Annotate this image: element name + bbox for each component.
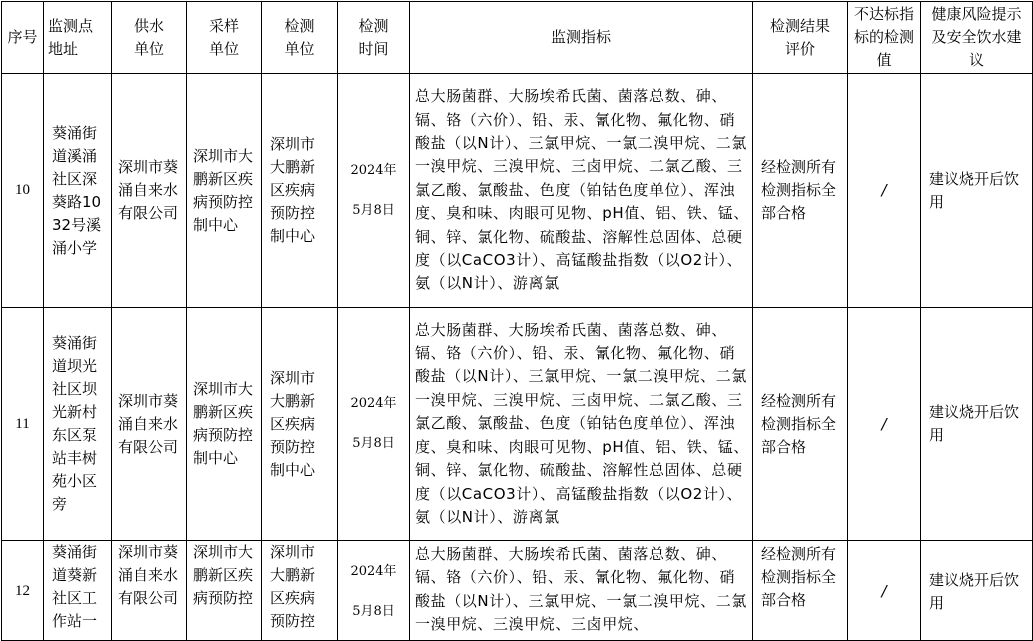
address-cell: 葵涌街道葵新社区工作站一 [44,541,112,641]
date-year: 2024年 [350,396,397,411]
row-number: 12 [2,541,44,641]
date-year: 2024年 [350,563,397,579]
result-cell: 经检测所有检测指标全部合格 [753,541,848,641]
indicators-cell: 总大肠菌群、大肠埃希氏菌、菌落总数、砷、镉、铬（六价）、铅、汞、氰化物、氟化物、硝酸盐（以N计）、三氯甲烷、一氯二溴甲烷、二氯一溴甲烷、三溴甲烷、三卤甲烷、二氯乙酸、三氯乙酸、氯酸盐、色度（铂钴色度单位）、浑浊度、臭和味、肉眼可见物、pH值、铝、铁、锰、铜、锌、氯化物、硫酸盐、溶解性总固体、总硬度（以CaCO3计）、高锰酸盐指数（以O2计）、氨（以N计）、游离氯 [410,74,753,308]
tester-cell: 深圳市大鹏新区疾病预防控制中心 [262,308,338,541]
indicators-cell: 总大肠菌群、大肠埃希氏菌、菌落总数、砷、镉、铬（六价）、铅、汞、氰化物、氟化物、硝酸盐（以N计）、三氯甲烷、一氯二溴甲烷、二氯一溴甲烷、三溴甲烷、三卤甲烷、 [410,541,753,641]
table-row [2,308,1033,541]
header-cell: 健康风险提示及安全饮水建议 [921,2,1033,74]
date-cell [338,74,410,308]
header-cell: 不达标指标的检测值 [848,2,921,74]
header-row [2,2,1033,74]
fail-value-cell: / [848,308,921,541]
header-cell: 序号 [2,2,44,74]
advice-cell: 建议烧开后饮用 [921,308,1033,541]
tester-cell: 深圳市大鹏新区疾病预防控 [262,541,338,641]
table-row [2,541,1033,641]
row-number: 11 [2,308,44,541]
date-month-day: 5月8日 [352,202,395,218]
address-cell: 葵涌街道溪涌社区深葵路1032号溪涌小学 [44,74,112,308]
table-row [2,74,1033,308]
sampler-cell: 深圳市大鹏新区疾病预防控 [187,541,262,641]
date-year: 2024年 [350,162,397,178]
advice-cell: 建议烧开后饮用 [921,74,1033,308]
sampler-cell: 深圳市大鹏新区疾病预防控制中心 [187,74,262,308]
header-cell: 检测结果评价 [753,2,848,74]
water-quality-table [1,1,1033,641]
advice-cell: 建议烧开后饮用 [921,541,1033,641]
sampler-cell: 深圳市大鹏新区疾病预防控制中心 [187,308,262,541]
fail-value-cell: / [848,74,921,308]
header-cell: 监测指标 [410,2,753,74]
header-cell: 监测点地址 [44,2,112,74]
supplier-cell: 深圳市葵涌自来水有限公司 [112,74,187,308]
supplier-cell: 深圳市葵涌自来水有限公司 [112,308,187,541]
date-month-day: 5月8日 [352,436,395,451]
header-cell: 检测时间 [338,2,410,74]
header-cell: 检测单位 [262,2,338,74]
supplier-cell: 深圳市葵涌自来水有限公司 [112,541,187,641]
fail-value-cell: / [848,541,921,641]
header-cell: 采样单位 [187,2,262,74]
tester-cell: 深圳市大鹏新区疾病预防控制中心 [262,74,338,308]
result-cell: 经检测所有检测指标全部合格 [753,308,848,541]
header-cell: 供水单位 [112,2,187,74]
indicators-cell: 总大肠菌群、大肠埃希氏菌、菌落总数、砷、镉、铬（六价）、铅、汞、氰化物、氟化物、硝酸盐（以N计）、三氯甲烷、一氯二溴甲烷、二氯一溴甲烷、三溴甲烷、三卤甲烷、二氯乙酸、三氯乙酸、氯酸盐、色度（铂钴色度单位）、浑浊度、臭和味、肉眼可见物、pH值、铝、铁、锰、铜、锌、氯化物、硫酸盐、溶解性总固体、总硬度（以CaCO3计）、高锰酸盐指数（以O2计）、氨（以N计）、游离氯 [410,308,753,541]
result-cell: 经检测所有检测指标全部合格 [753,74,848,308]
row-number: 10 [2,74,44,308]
date-month-day: 5月8日 [352,603,395,619]
date-cell [338,308,410,541]
date-cell [338,541,410,641]
address-cell: 葵涌街道坝光社区坝光新村东区泵站丰树苑小区旁 [44,308,112,541]
